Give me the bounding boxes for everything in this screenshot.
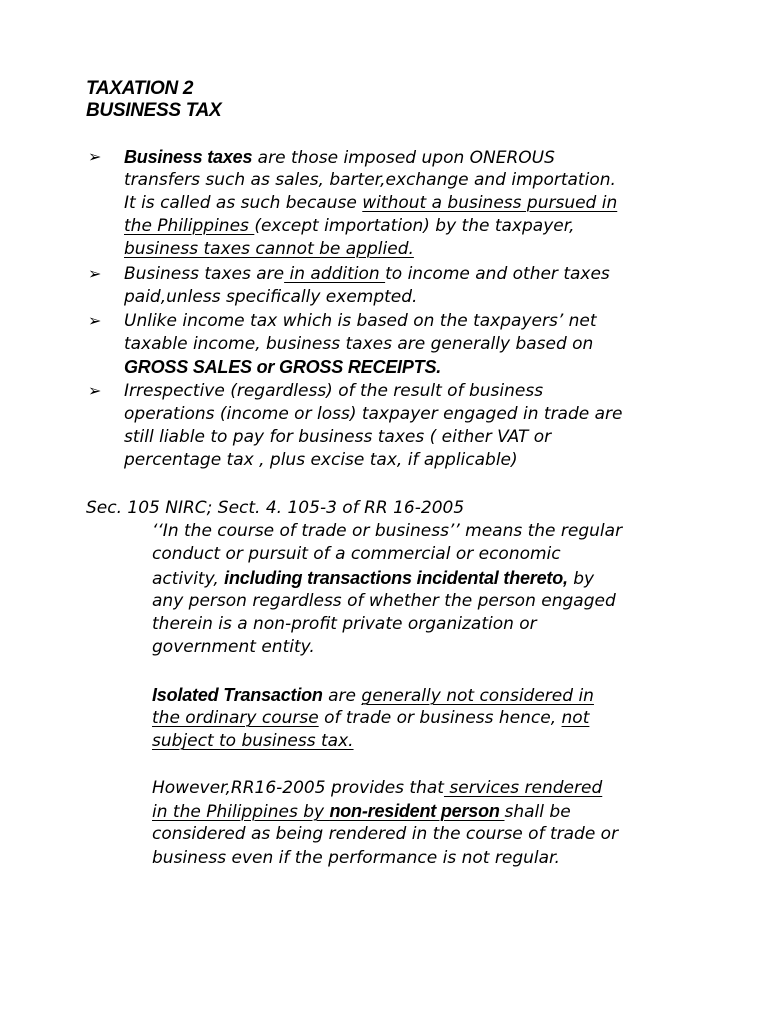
bullet-arrow-icon: ➢ [88, 311, 102, 330]
text-span: It is called as such because [124, 193, 363, 213]
bullet-arrow-icon: ➢ [88, 147, 102, 166]
text-span: Business taxes are [124, 264, 285, 284]
text-span: However,RR16-2005 provides that [152, 778, 444, 798]
term-business-taxes: Business taxes [124, 147, 253, 167]
text-span: are those imposed upon ONEROUS [252, 148, 555, 168]
text-span: still liable to pay for business taxes ( either VAT or [124, 427, 552, 447]
bullet-4-line-2 [124, 403, 623, 426]
para-2-line-1 [152, 684, 594, 708]
text-span: Unlike income tax which is based on the taxpayers’ net [124, 311, 597, 331]
text-span: any person regardless of whether the person engaged [152, 591, 616, 611]
text-span: (except importation) by the taxpayer, [254, 216, 575, 236]
text-span: are [322, 686, 362, 706]
underlined-text: subject to business tax. [152, 731, 354, 751]
text-span: government entity. [152, 637, 315, 657]
text-span: considered as being rendered in the course of trade or [152, 824, 619, 844]
bullet-1-line-2 [124, 169, 616, 192]
text-span: paid,unless specifically exempted. [124, 287, 418, 307]
term-isolated-transaction: Isolated Transaction [152, 685, 323, 705]
para-2-line-2 [152, 707, 589, 730]
term-non-resident-person: non-resident person [329, 801, 505, 821]
underlined-text: without a business pursued in [362, 193, 618, 213]
para-1-line-4 [152, 590, 616, 613]
text-span: by [567, 569, 595, 589]
bullet-1-line-3 [124, 192, 617, 215]
text-span: of trade or business hence, [318, 708, 562, 728]
bullet-1-line-4 [124, 215, 575, 238]
bullet-1-line-5 [124, 238, 414, 261]
text-span: conduct or pursuit of a commercial or economic [152, 544, 561, 564]
section-heading: Sec. 105 NIRC; Sect. 4. 105-3 of RR 16-2005 [86, 498, 465, 518]
bullet-3-line-2 [124, 333, 593, 356]
emphasis-gross-sales: GROSS SALES or GROSS RECEIPTS. [124, 357, 442, 377]
text-span: shall be [504, 802, 571, 822]
bullet-4-line-3 [124, 426, 551, 449]
para-3-line-2 [152, 800, 571, 824]
underlined-text: not [561, 708, 590, 728]
bullet-4-line-4 [124, 449, 518, 472]
underlined-text: in the Philippines by [152, 802, 330, 822]
emphasis-incidental: including transactions incidental thereto, [224, 568, 568, 588]
document-title: TAXATION 2 [86, 78, 194, 99]
text-span: percentage tax , plus excise tax, if applicable) [124, 450, 518, 470]
para-3-line-4 [152, 847, 560, 870]
bullet-arrow-icon: ➢ [88, 381, 102, 400]
text-span: taxable income, business taxes are generally based on [124, 334, 594, 354]
para-1-line-6 [152, 636, 315, 659]
bullet-3-line-3 [124, 356, 441, 380]
text-span: activity, [152, 569, 225, 589]
bullet-2-line-1 [124, 263, 610, 286]
text-span: operations (income or loss) taxpayer engaged in trade are [124, 404, 623, 424]
text-span: business even if the performance is not regular. [152, 848, 560, 868]
text-span: therein is a non-profit private organization or [152, 614, 537, 634]
para-1-line-2 [152, 543, 561, 566]
document-subtitle: BUSINESS TAX [86, 100, 222, 121]
para-1-line-5 [152, 613, 537, 636]
text-span: transfers such as sales, barter,exchange and importation. [124, 170, 616, 190]
underlined-text: the ordinary course [152, 708, 319, 728]
bullet-4-line-1 [124, 380, 543, 403]
underlined-text: business taxes cannot be applied. [124, 239, 414, 259]
bullet-arrow-icon: ➢ [88, 264, 102, 283]
para-3-line-1 [152, 777, 602, 800]
para-1-line-3 [152, 567, 594, 591]
para-3-line-3 [152, 823, 618, 846]
underlined-text: in addition [284, 264, 386, 284]
para-1-line-1 [152, 520, 622, 543]
para-2-line-3 [152, 730, 354, 753]
bullet-3-line-1 [124, 310, 597, 333]
underlined-text: generally not considered in [361, 686, 594, 706]
bullet-1-line-1 [124, 146, 555, 170]
text-span: Irrespective (regardless) of the result of business [124, 381, 544, 401]
underlined-text: services rendered [443, 778, 603, 798]
text-span: ‘‘In the course of trade or business’’ means the regular [152, 521, 623, 541]
text-span: to income and other taxes [385, 264, 610, 284]
underlined-text: the Philippines [124, 216, 255, 236]
bullet-2-line-2 [124, 286, 417, 309]
